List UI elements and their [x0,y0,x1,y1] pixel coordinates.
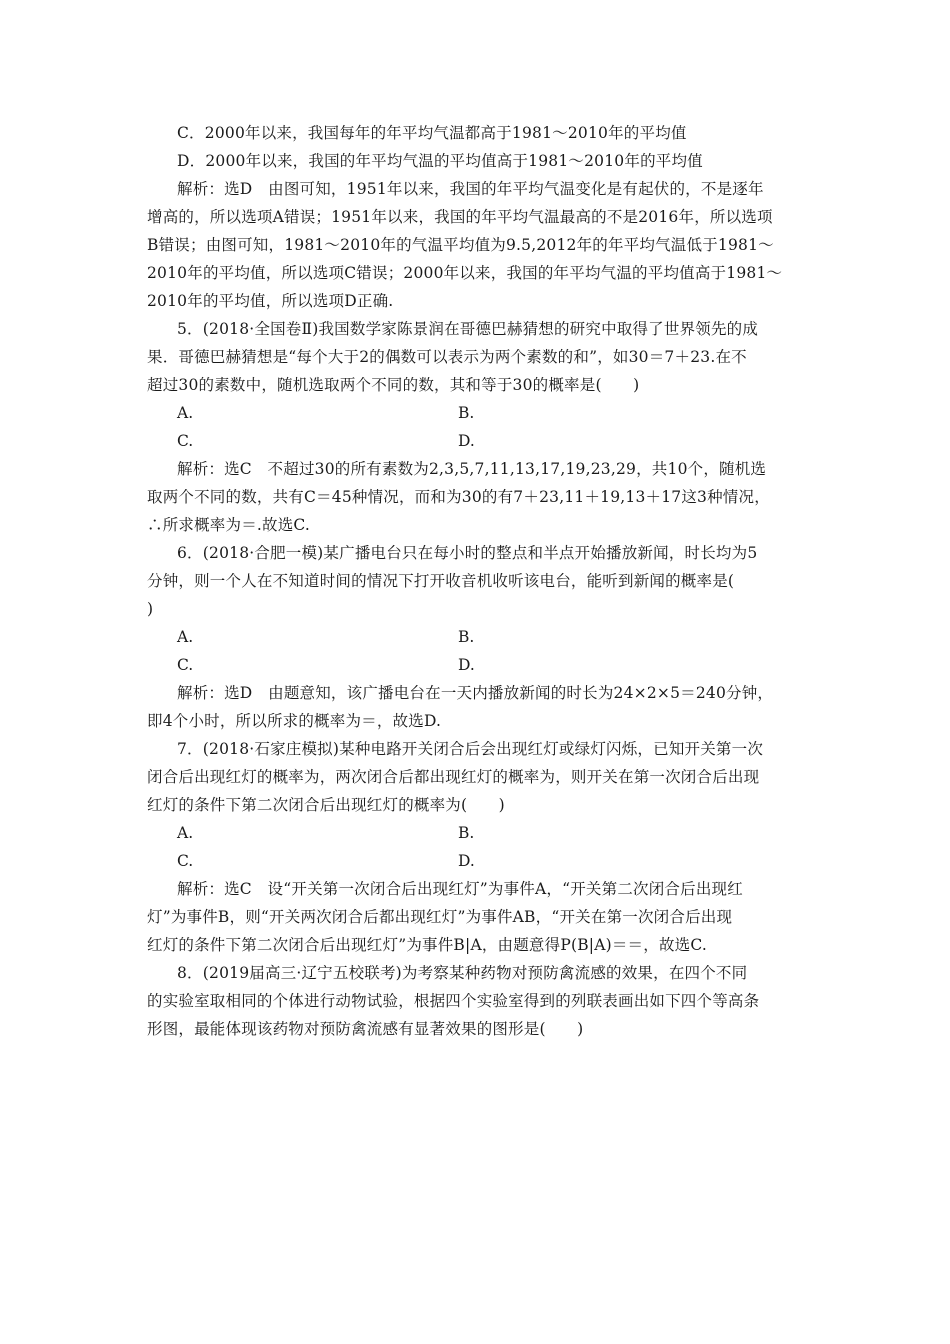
q6-stem-line: 分钟，则一个人在不知道时间的情况下打开收音机收听该电台，能听到新闻的概率是( [147,572,735,590]
q5-stem-line: 超过30的素数中，随机选取两个不同的数，其和等于30的概率是( ) [147,376,640,394]
q4-option-d: D．2000年以来，我国的年平均气温的平均值高于1981～2010年的平均值 [177,152,703,170]
q6-solution-line: 即4个小时，所以所求的概率为＝，故选D. [147,712,442,730]
q5-solution-line: 解析：选C 不超过30的所有素数为2,3,5,7,11,13,17,19,23,29，共10个，随机选 [177,460,767,478]
q5-stem-line: 5．(2018·全国卷Ⅱ)我国数学家陈景润在哥德巴赫猜想的研究中取得了世界领先的成 [177,320,759,338]
q6-stem-line: ) [147,600,154,618]
q7-solution-line: 解析：选C 设“开关第一次闭合后出现红灯”为事件A，“开关第二次闭合后出现红 [177,880,743,898]
q4-solution-line: 2010年的平均值，所以选项C错误；2000年以来，我国的年平均气温的平均值高于1981～ [147,264,783,282]
q7-stem-line: 红灯的条件下第二次闭合后出现红灯的概率为( ) [147,796,505,814]
q5-solution-line: ∴所求概率为＝.故选C. [147,516,311,534]
q7-solution-line: 红灯的条件下第二次闭合后出现红灯”为事件B|A，由题意得P(B|A)＝＝，故选C. [147,936,707,954]
q5-option-c: C. [177,432,194,450]
q4-option-c: C．2000年以来，我国每年的年平均气温都高于1981～2010年的平均值 [177,124,687,142]
q8-stem-line: 的实验室取相同的个体进行动物试验，根据四个实验室得到的列联表画出如下四个等高条 [147,992,760,1010]
q5-option-b: B. [458,404,475,422]
q7-solution-line: 灯”为事件B，则“开关两次闭合后都出现红灯”为事件AB，“开关在第一次闭合后出现 [147,908,733,926]
q8-stem-line: 形图，最能体现该药物对预防禽流感有显著效果的图形是( ) [147,1020,584,1038]
q6-stem-line: 6．(2018·合肥一模)某广播电台只在每小时的整点和半点开始播放新闻，时长均为5 [177,544,758,562]
q5-solution-line: 取两个不同的数，共有C＝45种情况，而和为30的有7＋23,11＋19,13＋17这3种情况， [147,488,770,506]
q4-solution-line: 解析：选D 由图可知，1951年以来，我国的年平均气温变化是有起伏的，不是逐年 [177,180,764,198]
q7-stem-line: 闭合后出现红灯的概率为，两次闭合后都出现红灯的概率为，则开关在第一次闭合后出现 [147,768,760,786]
q6-option-d: D. [458,656,475,674]
q5-stem-line: 果．哥德巴赫猜想是“每个大于2的偶数可以表示为两个素数的和”，如30＝7＋23.在不 [147,348,747,366]
q7-option-b: B. [458,824,475,842]
q7-option-d: D. [458,852,475,870]
q6-option-c: C. [177,656,194,674]
q6-option-a: A. [177,628,194,646]
q6-option-b: B. [458,628,475,646]
q4-solution-line: B错误；由图可知，1981～2010年的气温平均值为9.5,2012年的年平均气温低于1981～ [147,236,774,254]
q5-option-a: A. [177,404,194,422]
q4-solution-line: 2010年的平均值，所以选项D正确. [147,292,394,310]
q5-option-d: D. [458,432,475,450]
q4-solution-line: 增高的，所以选项A错误；1951年以来，我国的年平均气温最高的不是2016年，所以选项 [147,208,773,226]
q7-option-c: C. [177,852,194,870]
q7-option-a: A. [177,824,194,842]
q6-solution-line: 解析：选D 由题意知，该广播电台在一天内播放新闻的时长为24×2×5＝240分钟， [177,684,774,702]
q8-stem-line: 8．(2019届高三·辽宁五校联考)为考察某种药物对预防禽流感的效果，在四个不同 [177,964,748,982]
q7-stem-line: 7．(2018·石家庄模拟)某种电路开关闭合后会出现红灯或绿灯闪烁，已知开关第一次 [177,740,764,758]
